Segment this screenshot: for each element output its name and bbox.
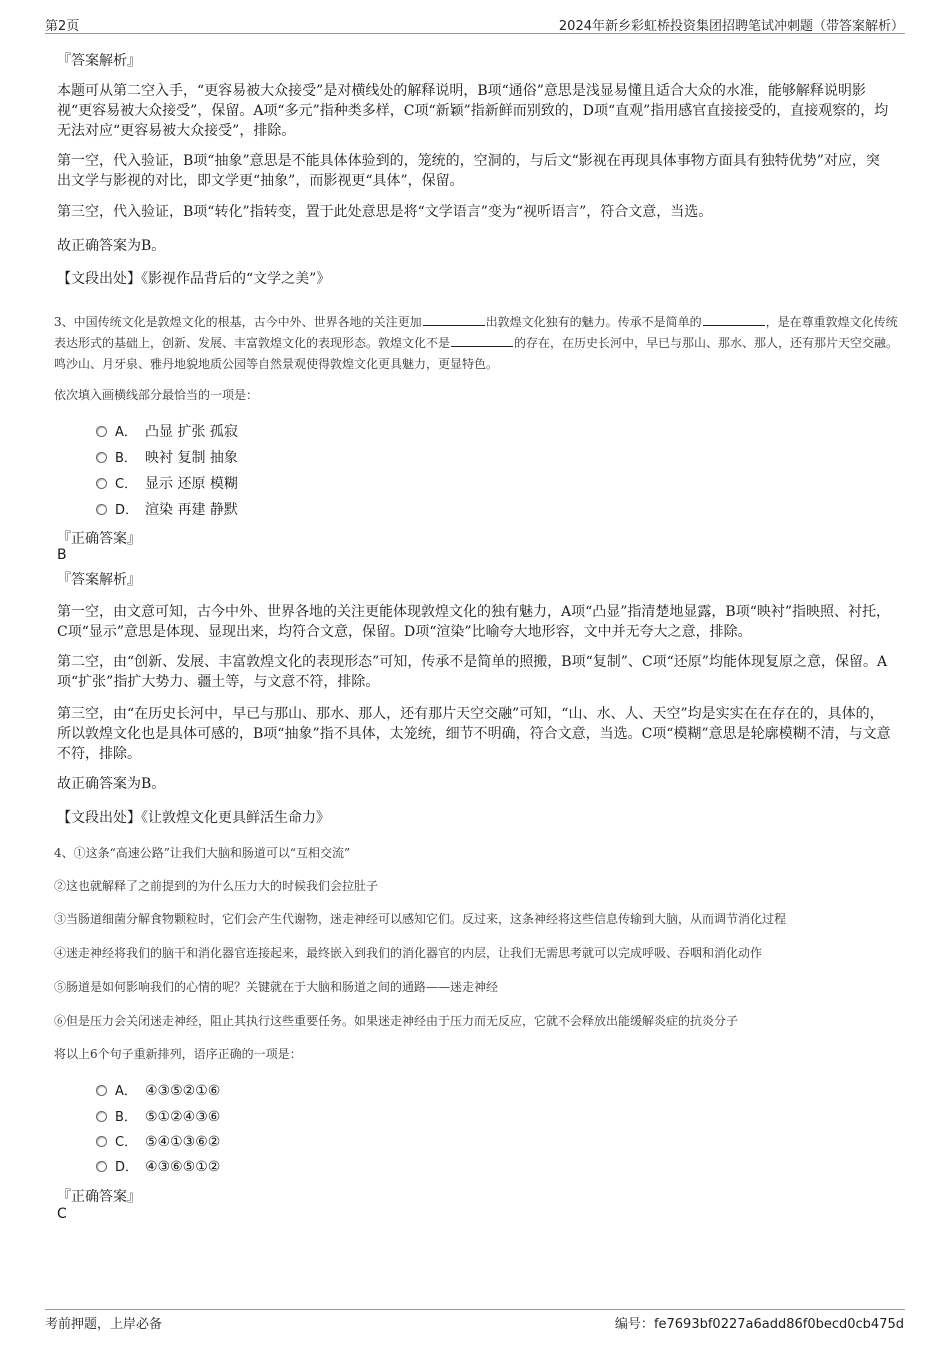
analysis-paragraph: 第一空，代入验证，B项“抽象”意思是不能具体体验到的，笼统的，空洞的，与后文“影视在再现具体事物方面具有独特优势”对应，突出文学与影视的对比，即文学更“抽象”，而影视更“具体”，保留。 [57,153,880,189]
option-a[interactable]: A． ④③⑤②①⑥ [96,1080,220,1102]
footer-divider [45,1309,905,1310]
answer-analysis-label: 『答案解析』 [57,53,141,69]
radio-icon[interactable] [96,504,107,515]
question-prompt: 将以上6个句子重新排列，语序正确的一项是： [54,1047,302,1061]
analysis-paragraph: 第二空，由“创新、发展、丰富敦煌文化的表现形态”可知，传承不是简单的照搬，B项“复制”、C项“还原”均能体现复原之意，保留。A项“扩张”指扩大势力、疆土等，与文意不符，排除。 [57,654,888,690]
radio-icon[interactable] [96,452,107,463]
analysis-conclusion: 故正确答案为B。 [57,776,166,792]
option-c[interactable]: C． ⑤④①③⑥② [96,1131,220,1153]
correct-answer-label: 『正确答案』 [57,1189,141,1205]
sentence-3: ③当肠道细菌分解食物颗粒时，它们会产生代谢物，迷走神经可以感知它们。反过来，这条神经将这些信息传输到大脑，从而调节消化过程 [54,912,787,926]
sentence-2: ②这也就解释了之前提到的为什么压力大的时候我们会拉肚子 [54,879,379,893]
radio-icon[interactable] [96,1111,107,1122]
correct-answer-label: 『正确答案』 [57,531,141,547]
option-b[interactable]: B． 映衬 复制 抽象 [96,447,238,469]
option-d[interactable]: D． ④③⑥⑤①② [96,1156,220,1178]
option-c[interactable]: C． 显示 还原 模糊 [96,473,238,495]
correct-answer: C [57,1206,67,1222]
option-b[interactable]: B． ⑤①②④③⑥ [96,1106,220,1128]
fill-blank [703,313,765,326]
option-a[interactable]: A． 凸显 扩张 孤寂 [96,421,238,443]
sentence-1: 4、①这条“高速公路”让我们大脑和肠道可以“互相交流” [54,846,351,860]
source-citation: 【文段出处】《让敦煌文化更具鲜活生命力》 [57,810,330,826]
analysis-paragraph: 本题可从第二空入手，“更容易被大众接受”是对横线处的解释说明，B项“通俗”意思是浅显易懂且适合大众的水准，能够解释说明影视“更容易被大众接受”，保留。A项“多元”指种类多样，C项“新颖”指新鲜而别致的，D项“直观”指用感官直接接受的，直接观察的，均无法对应“更容易被大众接受”，排除。 [57,83,889,139]
radio-icon[interactable] [96,1161,107,1172]
sentence-5: ⑤肠道是如何影响我们的心情的呢？关键就在于大脑和肠道之间的通路——迷走神经 [54,980,499,994]
correct-answer: B [57,547,67,563]
analysis-paragraph: 第三空，代入验证，B项“转化”指转变，置于此处意思是将“文学语言”变为“视听语言”，符合文意，当选。 [57,204,713,220]
sentence-6: ⑥但是压力会关闭迷走神经，阻止其执行这些重要任务。如果迷走神经由于压力而无反应，它就不会释放出能缓解炎症的抗炎分子 [54,1014,739,1028]
header-divider [45,33,905,34]
page-number: 第2页 [45,19,80,34]
radio-icon[interactable] [96,1085,107,1096]
question-stem-3: 3、中国传统文化是敦煌文化的根基，古今中外、世界各地的关注更加 出敦煌文化独有的魅力。传承不是简单的 ，是在尊重敦煌文化传统表达形式的基础上，创新、发展、丰富敦煌文化的表现形态。敦煌文化不是 的存在，在历史长河中，早已与那山、那水、那人，还有那片天空交融。鸣沙山、月牙泉、雅丹地貌地质公园等自然景观使得敦煌文化更具魅力，更显特色。 [54,315,899,371]
analysis-paragraph: 第一空，由文意可知，古今中外、世界各地的关注更能体现敦煌文化的独有魅力，A项“凸显”指清楚地显露，B项“映衬”指映照、衬托，C项“显示”意思是体现、显现出来，均符合文意，保留。D项“渲染”比喻夸大地形容，文中并无夸大之意，排除。 [57,604,891,640]
document-code: 编号：fe7693bf0227a6add86f0becd0cb475d [614,1317,904,1332]
fill-blank [451,334,513,347]
option-d[interactable]: D． 渲染 再建 静默 [96,499,238,521]
source-citation: 【文段出处】《影视作品背后的“文学之美”》 [57,271,331,287]
fill-blank [423,313,485,326]
analysis-conclusion: 故正确答案为B。 [57,238,166,254]
answer-analysis-label: 『答案解析』 [57,572,141,588]
radio-icon[interactable] [96,1136,107,1147]
sentence-4: ④迷走神经将我们的脑干和消化器官连接起来，最终嵌入到我们的消化器官的内层，让我们无需思考就可以完成呼吸、吞咽和消化动作 [54,946,763,960]
radio-icon[interactable] [96,478,107,489]
question-prompt: 依次填入画横线部分最恰当的一项是： [54,388,259,402]
document-title: 2024年新乡彩虹桥投资集团招聘笔试冲刺题（带答案解析） [558,19,904,34]
footer-slogan: 考前押题，上岸必备 [45,1317,163,1332]
analysis-paragraph: 第三空，由“在历史长河中，早已与那山、那水、那人，还有那片天空交融”可知，“山、水、人、天空”均是实实在在存在的，具体的，所以敦煌文化也是具体可感的，B项“抽象”指不具体，太笼统，细节不明确，符合文意，当选。C项“模糊”意思是轮廓模糊不清，与文意不符，排除。 [57,706,891,762]
radio-icon[interactable] [96,426,107,437]
